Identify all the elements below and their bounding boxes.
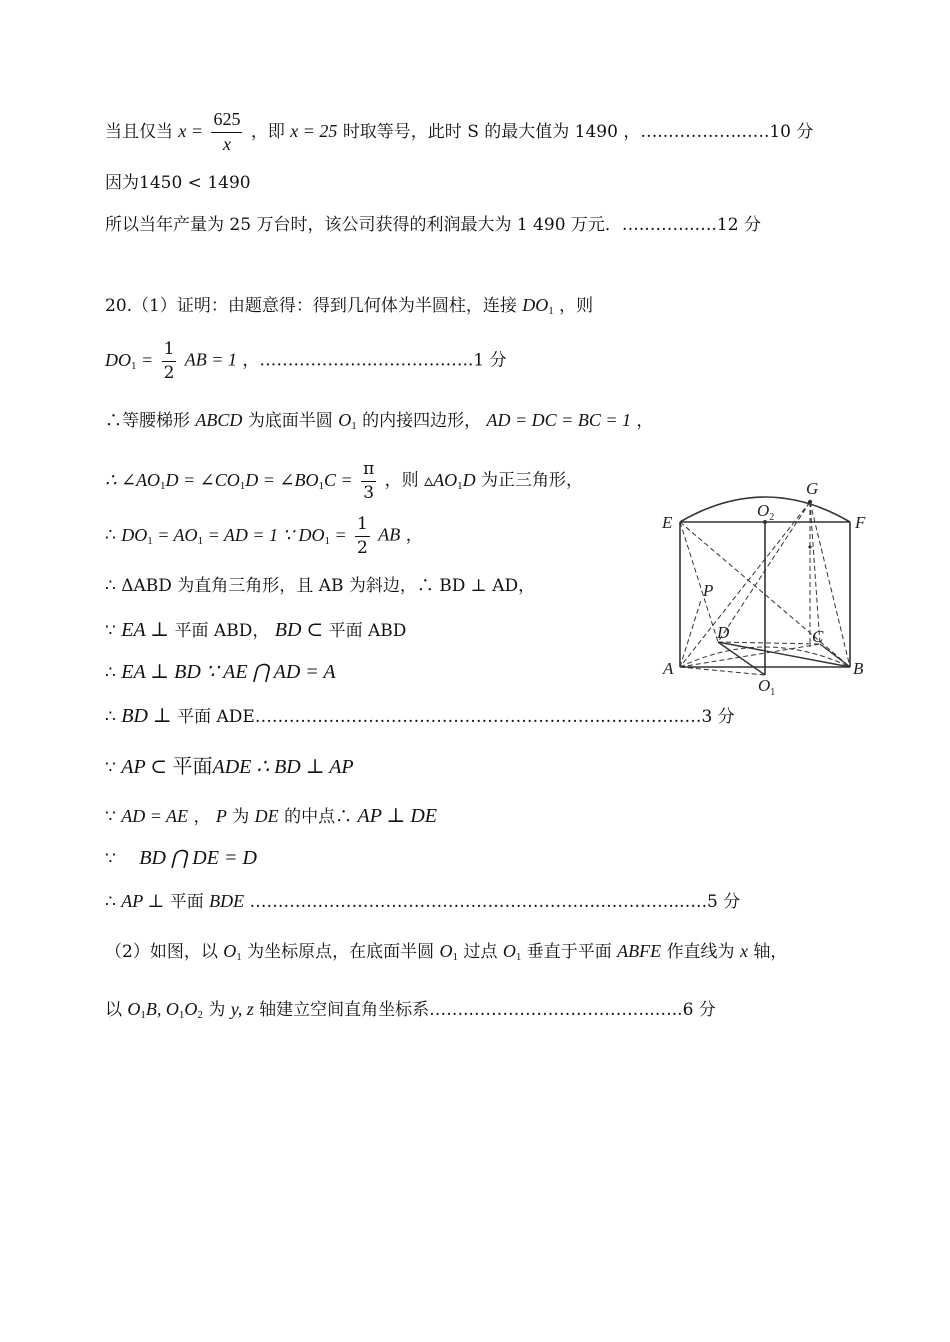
math: BD ⋂ DE = D	[139, 847, 257, 869]
text: 作直线为	[666, 942, 735, 962]
math: AD = DC = BC = 1	[486, 410, 631, 430]
text: 过点	[463, 942, 498, 962]
equation: x = 25	[290, 120, 338, 141]
value: 1490	[574, 121, 618, 142]
line-5	[105, 340, 507, 382]
text: ∵	[105, 807, 116, 827]
line-1	[105, 110, 813, 155]
math: $DO_1$ =	[105, 349, 154, 372]
text: ，则	[384, 470, 419, 491]
line-18	[105, 1000, 716, 1021]
score: ，…..…………..….10 分	[623, 121, 814, 142]
math: BDE	[209, 891, 245, 911]
text: 为底面半圆	[247, 411, 333, 431]
var-x: x =	[178, 120, 204, 141]
label-P: P	[703, 581, 714, 600]
line-10	[105, 620, 406, 640]
text: ∴ ΔABD 为直角三角形，且 AB 为斜边，∴ BD ⊥ AD，	[105, 576, 536, 596]
text: ∵	[105, 621, 116, 641]
math: BD ⊥	[121, 705, 172, 727]
text: 平面 ADE……………………………………………………..…………..…3 分	[177, 707, 735, 727]
line-14	[105, 806, 437, 826]
fraction-pi-3: $\frac{\pi}{3}$	[363, 459, 375, 503]
line-8	[105, 515, 423, 557]
edge-AP	[680, 600, 701, 667]
text: 当且仅当	[105, 121, 173, 142]
text: ∴等腰梯形	[105, 411, 190, 431]
label-F: F	[855, 513, 866, 532]
text: 轴，	[753, 942, 788, 962]
line-12	[105, 706, 735, 726]
frac-num: 625	[211, 110, 242, 133]
text: 的中点∴	[284, 807, 353, 827]
math: $O_1B$, $O_1O_2$	[127, 999, 203, 1021]
math: AP ⊥	[121, 891, 165, 911]
text: 平面	[169, 892, 204, 912]
text: 垂直于平面	[526, 942, 612, 962]
text: ∴	[105, 892, 116, 912]
math: P	[215, 806, 227, 826]
fraction-625-over-x	[211, 110, 242, 155]
label-O1: $O_1$	[758, 676, 776, 697]
fraction-half: $\frac{1}{2}$	[357, 514, 368, 558]
text: ∴	[105, 707, 116, 727]
math: y, z	[230, 999, 254, 1019]
line-6	[105, 411, 653, 432]
math-O1: $O_1$	[338, 410, 357, 432]
line-2	[105, 175, 251, 192]
edge-A-O1	[680, 667, 765, 675]
edge-DC	[718, 642, 820, 644]
text: 为	[232, 807, 250, 827]
text: 平面 ABD，	[174, 621, 270, 641]
text: 轴建立空间直角坐标系……..…………………………..…..6 分	[259, 1000, 716, 1020]
frac-den: x	[222, 133, 231, 154]
math: ∴ $\angle AO_1D$ = $\angle CO_1D$ = $\angle BO_1C$ =	[105, 469, 353, 492]
math: AD = AE	[121, 806, 189, 826]
text: 为正三角形，	[481, 470, 583, 491]
math: AB	[378, 524, 401, 545]
text: ，	[405, 525, 423, 546]
math: ABFE	[617, 941, 662, 961]
math: x	[739, 941, 748, 961]
math-O1: $O_1$	[439, 941, 459, 963]
math: $▵AO_1D$	[424, 469, 476, 492]
text: 所以当年产量为 25 万台时，该公司获得的利润最大为 1 490 万元．…..……..….12 分	[105, 215, 761, 235]
label-O2: $O_2$	[757, 501, 775, 523]
text: ，	[636, 411, 654, 431]
text: ∵	[105, 849, 116, 869]
text: ∴	[105, 525, 116, 546]
text: 以	[105, 1000, 122, 1020]
math: $DO_1 = AO_1$ = AD = 1 ∵ $DO_1$ =	[121, 524, 347, 547]
text: 为坐标原点，在底面半圆	[247, 942, 435, 962]
label-C: C	[812, 627, 824, 646]
label-B: B	[853, 659, 864, 678]
text: ，则	[559, 296, 594, 316]
text: ∵	[105, 758, 116, 778]
math: EA ⊥ BD ∵ AE ⋂ AD = A	[121, 661, 336, 683]
line-15	[105, 848, 257, 868]
text: ，即	[250, 121, 285, 142]
math-DO1: $DO_1$	[522, 295, 554, 317]
math: BD ⊂	[274, 619, 324, 641]
text: 为	[208, 1000, 226, 1020]
math: EA ⊥	[121, 619, 170, 641]
line-3	[105, 217, 761, 234]
line-7	[105, 460, 583, 502]
score: ……………………………………………………..…………...….5 分	[249, 892, 741, 912]
math: AP ⊂	[121, 756, 168, 778]
label-G: G	[806, 479, 819, 498]
math: DE	[254, 806, 279, 826]
text: （2）如图，以	[105, 942, 218, 962]
label-A: A	[663, 659, 674, 678]
text: 时取等号，此时 S 的最大值为	[342, 121, 570, 142]
line-9	[105, 578, 535, 595]
edge-GC	[810, 502, 820, 644]
line-13	[105, 756, 354, 777]
line-16	[105, 892, 740, 911]
fraction-half: $\frac{1}{2}$	[163, 339, 175, 383]
math: ADE ∴ BD ⊥ AP	[212, 756, 354, 778]
edge-DB	[718, 642, 850, 667]
text: 的内接四边形，	[362, 411, 482, 431]
math: AB = 1	[184, 349, 237, 370]
label-D: D	[717, 623, 730, 642]
math: ABCD	[195, 410, 243, 430]
text: 20.（1）证明：由题意得：得到几何体为半圆柱，连接	[105, 296, 517, 316]
text: 因为1450 < 1490	[105, 173, 251, 193]
text: ∴	[105, 663, 116, 683]
line-17	[105, 942, 787, 963]
math-O1: $O_1$	[502, 941, 522, 963]
math-O1: $O_1$	[223, 941, 242, 963]
score: ，………………..………….…..1 分	[242, 350, 507, 371]
line-4	[105, 296, 593, 317]
text: ，	[193, 807, 211, 827]
text: 平面	[172, 754, 213, 778]
line-11	[105, 662, 336, 682]
half-cylinder-figure	[655, 472, 880, 697]
text: 平面 ABD	[328, 621, 407, 641]
label-E: E	[662, 513, 673, 532]
math: AP ⊥ DE	[357, 805, 438, 827]
